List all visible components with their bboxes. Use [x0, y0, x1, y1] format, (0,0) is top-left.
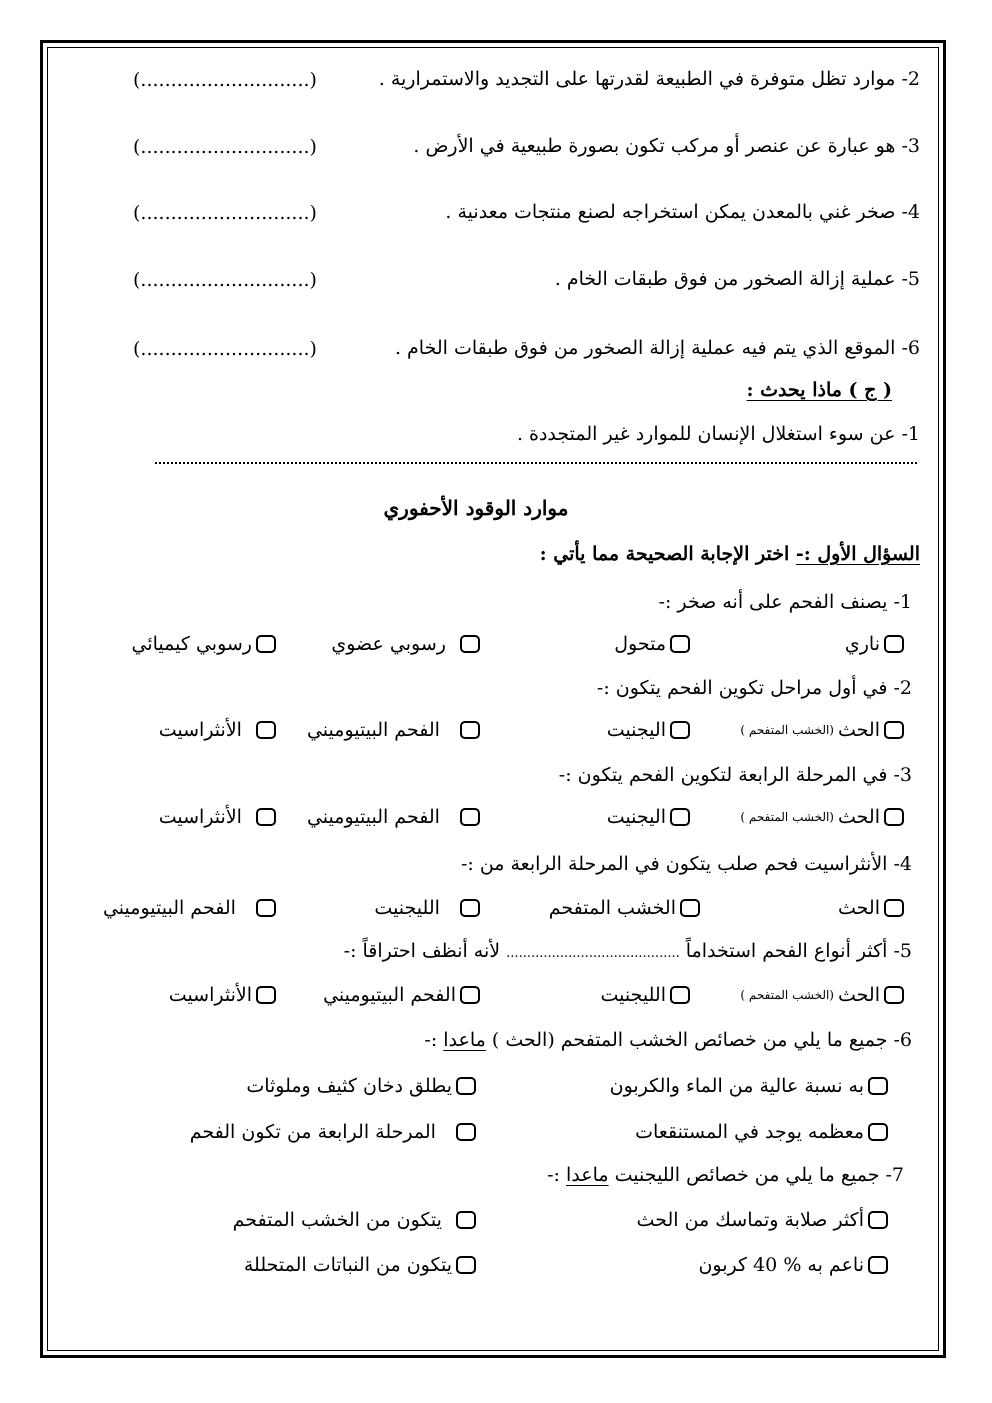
- mcq-5-option-1[interactable]: [740, 983, 904, 1007]
- option-label: الأنثراسيت: [158, 719, 242, 741]
- section-c-item-1: 1- عن سوء استغلال الإنسان للموارد غير المتجددة .: [516, 423, 920, 445]
- checkbox[interactable]: [256, 635, 276, 653]
- option-label: الليجنيت: [600, 984, 666, 1006]
- checkbox[interactable]: [456, 1077, 476, 1095]
- option-label: اليجنيت: [606, 806, 666, 828]
- answer-blank-2[interactable]: (............................): [133, 69, 317, 91]
- mcq-6-option-4[interactable]: [190, 1120, 476, 1144]
- option-label: الليجنيت: [374, 897, 440, 919]
- mcq-6-stem: [424, 1028, 912, 1052]
- option-label: الفحم البيتيوميني: [323, 984, 456, 1006]
- checkbox[interactable]: [670, 808, 690, 826]
- option-label: الحث: [838, 897, 880, 919]
- option-label: الفحم البيتيوميني: [306, 719, 440, 741]
- option-label: المرحلة الرابعة من تكون الفحم: [189, 1121, 436, 1143]
- checkbox[interactable]: [460, 808, 480, 826]
- mcq-6-option-2[interactable]: [246, 1074, 476, 1098]
- mcq-4-option-4[interactable]: [103, 896, 276, 920]
- mcq-5-option-2[interactable]: [601, 983, 690, 1007]
- mcq-3-option-3[interactable]: [307, 805, 480, 829]
- option-label: ناري: [844, 633, 880, 655]
- page-title-text: موارد الوقود الأحفوري: [383, 496, 569, 520]
- mcq-7-stem-tail: :-: [547, 1164, 560, 1186]
- answer-blank-3[interactable]: (............................): [133, 136, 317, 158]
- option-label: الأنثراسيت: [168, 984, 252, 1006]
- answer-blank-5[interactable]: (............................): [133, 269, 317, 291]
- mcq-7-stem-text: 7- جميع ما يلي من خصائص الليجنيت: [614, 1164, 904, 1186]
- mcq-1-option-1[interactable]: [845, 632, 904, 656]
- checkbox[interactable]: [884, 721, 904, 739]
- checkbox[interactable]: [884, 635, 904, 653]
- mcq-1-option-4[interactable]: [132, 632, 277, 656]
- mcq-4-option-3[interactable]: [374, 896, 480, 920]
- option-label: الفحم البيتيوميني: [306, 806, 440, 828]
- checkbox[interactable]: [456, 1123, 476, 1141]
- mcq-3-option-2[interactable]: [607, 805, 690, 829]
- mcq-3-option-4[interactable]: [159, 805, 276, 829]
- mcq-4-option-2[interactable]: [549, 896, 700, 920]
- checkbox[interactable]: [868, 1077, 888, 1095]
- checkbox[interactable]: [670, 635, 690, 653]
- mcq-1-option-3[interactable]: [331, 632, 480, 656]
- mcq-7-option-2[interactable]: [233, 1208, 476, 1232]
- option-label: به نسبة عالية من الماء والكربون: [609, 1075, 864, 1097]
- option-label: الفحم البيتيوميني: [102, 897, 236, 919]
- mcq-5-stem-text: 5- أكثر أنواع الفحم استخداماً: [685, 940, 912, 962]
- checkbox[interactable]: [460, 986, 480, 1004]
- checkbox[interactable]: [460, 635, 480, 653]
- checkbox[interactable]: [884, 808, 904, 826]
- option-note: (الخشب المتفحم ): [740, 988, 834, 1002]
- fill-item-5: 5- عملية إزالة الصخور من فوق طبقات الخام .: [554, 268, 920, 290]
- mcq-2-option-1[interactable]: [740, 718, 904, 742]
- checkbox[interactable]: [670, 721, 690, 739]
- option-label: متحول: [614, 633, 666, 655]
- option-label: يتكون من النباتات المتحللة: [243, 1254, 452, 1276]
- option-label: الحث: [838, 984, 880, 1006]
- checkbox[interactable]: [868, 1123, 888, 1141]
- option-label: ناعم به % 40 كربون: [698, 1254, 864, 1276]
- mcq-5-option-4[interactable]: [169, 983, 276, 1007]
- mcq-5-stem: [344, 939, 912, 966]
- mcq-6-option-3[interactable]: [635, 1120, 888, 1144]
- checkbox[interactable]: [680, 899, 700, 917]
- mcq-2-option-3[interactable]: [307, 718, 480, 742]
- fill-item-2: 2- موارد تظل متوفرة في الطبيعة لقدرتها على التجديد والاستمرارية .: [378, 68, 920, 90]
- mcq-5-option-3[interactable]: [323, 983, 480, 1007]
- option-note: (الخشب المتفحم ): [740, 723, 834, 737]
- checkbox[interactable]: [256, 899, 276, 917]
- fill-item-3: 3- هو عبارة عن عنصر أو مركب تكون بصورة طبيعية في الأرض .: [413, 135, 920, 157]
- page-title: [0, 496, 992, 520]
- checkbox[interactable]: [256, 721, 276, 739]
- question-1-instruction: اختر الإجابة الصحيحة مما يأتي :: [539, 543, 790, 565]
- fill-item-4: 4- صخر غني بالمعدن يمكن استخراجه لصنع منتجات معدنية .: [445, 201, 920, 223]
- checkbox[interactable]: [456, 1256, 476, 1274]
- mcq-4-stem: 4- الأنثراسيت فحم صلب يتكون في المرحلة الرابعة من :-: [460, 853, 912, 875]
- checkbox[interactable]: [256, 986, 276, 1004]
- mcq-3-stem: 3- في المرحلة الرابعة لتكوين الفحم يتكون :-: [558, 764, 912, 786]
- checkbox[interactable]: [460, 899, 480, 917]
- mcq-6-stem-text: 6- جميع ما يلي من خصائص الخشب المتفحم (الحث ): [491, 1029, 912, 1051]
- mcq-5-stem-tail: لأنه أنظف احتراقاً :-: [343, 940, 501, 962]
- checkbox[interactable]: [884, 986, 904, 1004]
- option-label: يتكون من الخشب المتفحم: [232, 1209, 442, 1231]
- option-label: يطلق دخان كثيف وملوثات: [246, 1075, 452, 1097]
- option-label: الحث: [838, 806, 880, 828]
- mcq-7-option-1[interactable]: [637, 1208, 888, 1232]
- option-label: الأنثراسيت: [158, 806, 242, 828]
- mcq-7-option-4[interactable]: [244, 1253, 476, 1277]
- option-note: (الخشب المتفحم ): [740, 810, 834, 824]
- checkbox[interactable]: [256, 808, 276, 826]
- mcq-6-stem-tail: :-: [424, 1029, 438, 1051]
- option-label: اليجنيت: [606, 719, 666, 741]
- mcq-2-stem: 2- في أول مراحل تكوين الفحم يتكون :-: [596, 677, 912, 699]
- checkbox[interactable]: [460, 721, 480, 739]
- mcq-1-stem: 1- يصنف الفحم على أنه صخر :-: [658, 591, 912, 613]
- mcq-2-option-2[interactable]: [607, 718, 690, 742]
- checkbox[interactable]: [456, 1211, 476, 1229]
- answer-dotted-line[interactable]: [155, 462, 917, 464]
- option-label: الحث: [838, 719, 880, 741]
- question-1-label: السؤال الأول :-: [795, 543, 920, 565]
- mcq-4-option-1[interactable]: [838, 896, 904, 920]
- question-1-heading: [540, 542, 920, 566]
- section-c-heading: ( ج ) ماذا يحدث :: [746, 379, 892, 401]
- checkbox[interactable]: [868, 1256, 888, 1274]
- mcq-7-stem: [547, 1163, 904, 1187]
- checkbox[interactable]: [670, 986, 690, 1004]
- option-label: رسوبي كيميائي: [131, 633, 252, 655]
- fill-item-6: 6- الموقع الذي يتم فيه عملية إزالة الصخور من فوق طبقات الخام .: [394, 337, 920, 359]
- mcq-7-option-3[interactable]: [698, 1253, 888, 1277]
- mcq-3-option-1[interactable]: [740, 805, 904, 829]
- mcq-5-stem-blank[interactable]: ..........................................: [506, 946, 680, 961]
- checkbox[interactable]: [884, 899, 904, 917]
- option-label: أكثر صلابة وتماسك من الحث: [636, 1209, 864, 1231]
- option-label: رسوبي عضوي: [331, 633, 446, 655]
- answer-blank-6[interactable]: (............................): [133, 338, 317, 360]
- mcq-7-stem-except: ماعدا: [565, 1164, 609, 1186]
- mcq-1-option-2[interactable]: [614, 632, 690, 656]
- checkbox[interactable]: [868, 1211, 888, 1229]
- answer-blank-4[interactable]: (............................): [133, 202, 317, 224]
- option-label: معظمه يوجد في المستنقعات: [635, 1121, 864, 1143]
- mcq-6-option-1[interactable]: [610, 1074, 888, 1098]
- mcq-2-option-4[interactable]: [159, 718, 276, 742]
- option-label: الخشب المتفحم: [548, 897, 676, 919]
- mcq-6-stem-except: ماعدا: [443, 1029, 486, 1051]
